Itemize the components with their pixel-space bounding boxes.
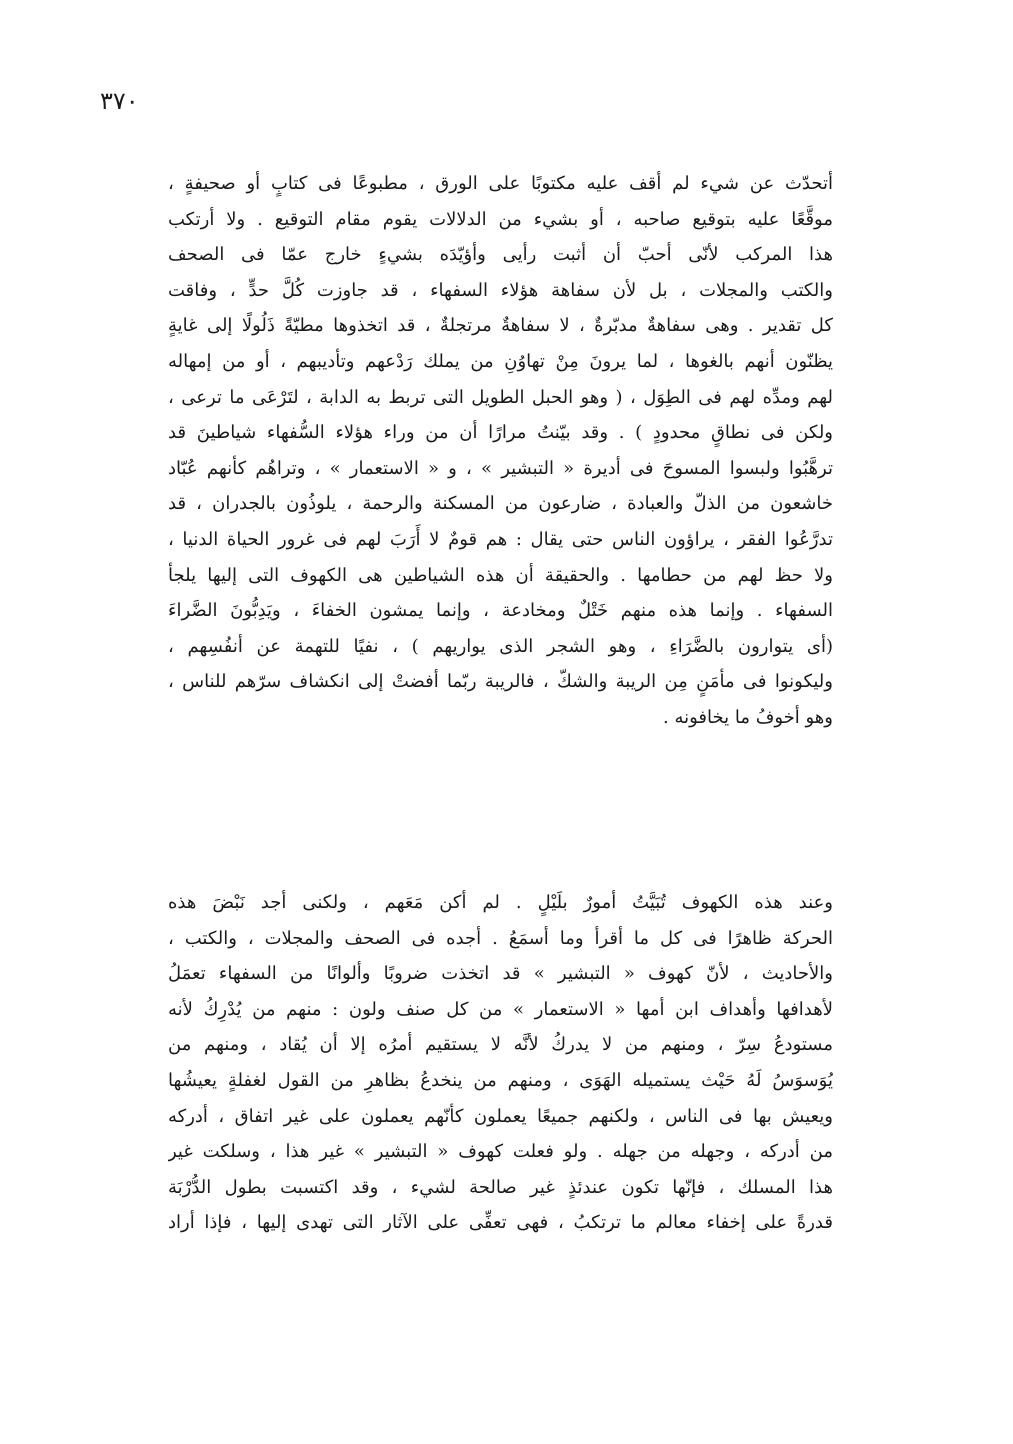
text-line: السفهاء . وإنما هذه منهم خَتْلٌ ومخادعة ، وإنما يمشون الخفاءَ ، ويَدِبُّونَ الضَّراءَ: [168, 600, 833, 622]
text-line: لهم ومدِّه لهم فى الطِوَل ، ( وهو الحبل الطويل التى تربط به الدابة ، لتَرْعَى ما ترعى ،: [168, 386, 833, 408]
text-line: لأهدافها وأهداف ابن أمها « الاستعمار » من كل صنف ولون : منهم من يُدْرِكُ لأنه: [168, 998, 833, 1020]
paragraph-1: [168, 166, 833, 736]
text-line: وهو أخوفُ ما يخافونه .: [663, 706, 833, 728]
text-line: أتحدّث عن شيء لم أقف عليه مكتوبًا على الورق ، مطبوعًا فى كتابٍ أو صحيفةٍ ،: [168, 173, 833, 194]
text-line: هذا المركب لأنّى أحبّ أن أثبت رأيى وأؤيّدَه بشيءٍ خارج عمّا فى الصحف: [168, 244, 833, 266]
text-line: من أدركه ، وجهله من جهله . ولو فعلت كهوف « التبشير » غير هذا ، وسلكت غير: [168, 1141, 833, 1163]
text-line: ولا حظ لهم من حطامها . والحقيقة أن هذه الشياطين هى الكهوف التى إليها يلجأ: [168, 564, 833, 586]
text-line: هذا المسلك ، فإنّها تكون عندئذٍ غير صالحة لشيء ، وقد اكتسبت بطول الدُّرْبَة: [168, 1176, 833, 1198]
text-line: مستودعُ سِرّ ، ومنهم من لا يدركُ لأنَّه لا يستقيم أمرُه إلا أن يُقاد ، ومنهم من: [168, 1034, 833, 1056]
text-line: يُوَسوَسُ لَهُ حَيْث يستميله الهَوَى ، ومنهم من ينخدعُ بظاهرِ من القول لغفلةٍ يعيشُها: [168, 1069, 833, 1091]
page-number: ٣٧٠: [100, 87, 139, 115]
text-line: (أى يتوارون بالضَّرَاءِ ، وهو الشجر الذى يواريهم ) ، نفيًا للتهمة عن أنفُسِهم ،: [168, 635, 833, 657]
text-line: خاشعون من الذلّ والعبادة ، ضارعون من المسكنة والرحمة ، يلوذُون بالجدران ، قد: [168, 493, 833, 515]
text-line: يظنّون أنهم بالغوها ، لما يرونَ مِنْ تهاوُنِ من يملك رَدْعهم وتأديبهم ، أو من إمهاله: [168, 350, 833, 372]
text-line: كل تقدير . وهى سفاهةٌ مدبّرةٌ ، لا سفاهةٌ مرتجلةٌ ، قد اتخذوها مطيّةً ذَلُولًا إلى غايةٍ: [168, 315, 833, 337]
text-line: موقَّعًا عليه بتوقيع صاحبه ، أو بشيء من الدلالات يقوم مقام التوقيع . ولا أرتكب: [168, 208, 833, 230]
text-line: والأحاديث ، لأنّ كهوف « التبشير » قد اتخذت ضروبًا وألوانًا من السفهاء تعمَلُ: [168, 963, 833, 985]
text-line: ويعيش بها فى الناس ، ولكنهم جميعًا يعملون كأنّهم يعملون على غير اتفاق ، أدركه: [168, 1105, 833, 1127]
text-line: وليكونوا فى مأمَنٍ مِن الريبة والشكّ ، فالريبة ربّما أفضتْ إلى انكشاف سرّهم للناس ،: [168, 671, 833, 693]
text-line: والكتب والمجلات ، بل لأن سفاهة هؤلاء السفهاء ، قد جاوزت كُلَّ حدٍّ ، وفاقت: [168, 279, 833, 301]
text-line: ترهَّبُوا ولبسوا المسوحَ فى أديرة « التبشير » ، و « الاستعمار » ، وتراهُم كأنهم عُبّاد: [168, 457, 833, 479]
text-line: تدرَّعُوا الفقر ، يراؤون الناس حتى يقال : هم قومٌ لا أَرَبَ لهم فى غرور الحياة الدنيا ،: [168, 528, 833, 550]
text-line: قدرةً على إخفاء معالم ما ترتكبُ ، فهى تعفِّى على الآثار التى تهدى إليها ، فإذا أراد: [168, 1212, 833, 1234]
text-line: الحركة ظاهرًا فى كل ما أقرأ وما أسمَعُ . أجده فى الصحف والمجلات ، والكتب ،: [168, 927, 833, 949]
text-line: وعند هذه الكهوف تُبَيَّتُ أمورٌ بلَيْلٍ . لم أكن مَعَهم ، ولكنى أجد نَبْضَ هذه: [168, 892, 833, 913]
paragraph-2: [168, 885, 833, 1241]
text-line: ولكن فى نطاقٍ محدودٍ ) . وقد بيّنتُ مرارًا أن من وراء هؤلاء السُّفهاء شياطينَ قد: [168, 422, 833, 444]
